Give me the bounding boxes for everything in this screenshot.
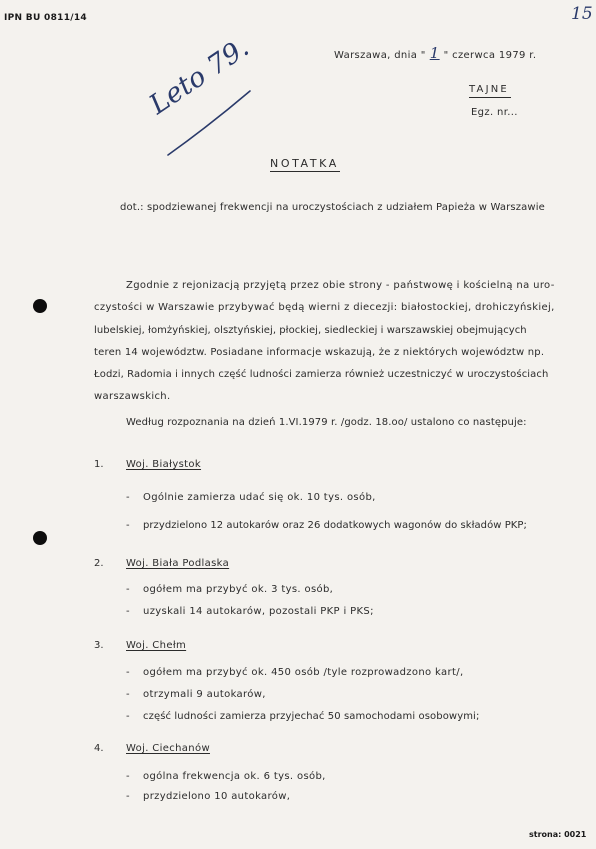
handwritten-stroke bbox=[150, 85, 260, 165]
item-dash: - bbox=[126, 771, 130, 782]
section-title: Woj. Biała Podlaska bbox=[126, 558, 230, 569]
handwritten-page-mark: 15 bbox=[571, 4, 593, 24]
intro-line: warszawskich. bbox=[94, 391, 171, 402]
intro-line: czystości w Warszawie przybywać będą wierni z diecezji: białostockiej, drohiczyńskiej, bbox=[94, 302, 555, 313]
section-number: 3. bbox=[94, 640, 104, 651]
list-item: ogólna frekwencja ok. 6 tys. osób, bbox=[143, 771, 326, 782]
punch-hole-top bbox=[33, 299, 47, 313]
list-item: przydzielono 10 autokarów, bbox=[143, 791, 291, 802]
section-number: 2. bbox=[94, 558, 104, 569]
item-dash: - bbox=[126, 667, 130, 678]
subject-line: dot.: spodziewanej frekwencji na uroczystościach z udziałem Papieża w Warszawie bbox=[120, 202, 545, 213]
list-item: ogółem ma przybyć ok. 3 tys. osób, bbox=[143, 584, 334, 595]
item-dash: - bbox=[126, 711, 130, 722]
intro-line: lubelskiej, łomżyńskiej, olsztyńskiej, płockiej, siedleckiej i warszawskiej obejmujących bbox=[94, 325, 527, 336]
status-line: Według rozpoznania na dzień 1.VI.1979 r. /godz. 18.oo/ ustalono co następuje: bbox=[126, 417, 527, 428]
list-item: przydzielono 12 autokarów oraz 26 dodatkowych wagonów do składów PKP; bbox=[143, 520, 527, 531]
date-prefix: Warszawa, dnia " bbox=[334, 50, 426, 61]
date-line bbox=[334, 44, 536, 62]
item-dash: - bbox=[126, 520, 130, 531]
list-item: uzyskali 14 autokarów, pozostali PKP i PKS; bbox=[143, 606, 374, 617]
section-number: 4. bbox=[94, 743, 104, 754]
section-title: Woj. Białystok bbox=[126, 459, 202, 470]
page-number-label: strona: 0021 bbox=[529, 830, 587, 839]
item-dash: - bbox=[126, 606, 130, 617]
item-dash: - bbox=[126, 492, 130, 503]
date-day-handwritten: 1 bbox=[429, 44, 440, 62]
classification-underline bbox=[469, 97, 511, 98]
item-dash: - bbox=[126, 689, 130, 700]
title-underline bbox=[270, 171, 340, 172]
list-item: część ludności zamierza przyjechać 50 samochodami osobowymi; bbox=[143, 711, 480, 722]
list-item: ogółem ma przybyć ok. 450 osób /tyle rozprowadzono kart/, bbox=[143, 667, 464, 678]
handwritten-annotation: Leto 79. bbox=[144, 32, 255, 121]
section-title: Woj. Ciechanów bbox=[126, 743, 210, 754]
document-title: NOTATKA bbox=[270, 157, 339, 170]
intro-line: Zgodnie z rejonizacją przyjętą przez obie strony - państwowę i kościelną na uro- bbox=[126, 280, 555, 291]
item-dash: - bbox=[126, 584, 130, 595]
intro-line: Łodzi, Radomia i innych część ludności zamierza również uczestniczyć w uroczystościach bbox=[94, 369, 549, 380]
punch-hole-bottom bbox=[33, 531, 47, 545]
list-item: otrzymali 9 autokarów, bbox=[143, 689, 266, 700]
section-number: 1. bbox=[94, 459, 104, 470]
archive-reference-code: IPN BU 0811/14 bbox=[4, 13, 87, 23]
list-item: Ogólnie zamierza udać się ok. 10 tys. osób, bbox=[143, 492, 376, 503]
classification-label: TAJNE bbox=[469, 84, 509, 95]
date-suffix: " czerwca 1979 r. bbox=[443, 50, 537, 61]
item-dash: - bbox=[126, 791, 130, 802]
section-title: Woj. Chełm bbox=[126, 640, 187, 651]
copy-number-label: Egz. nr... bbox=[471, 107, 518, 118]
intro-line: teren 14 województw. Posiadane informacje wskazują, że z niektórych województw np. bbox=[94, 347, 545, 358]
